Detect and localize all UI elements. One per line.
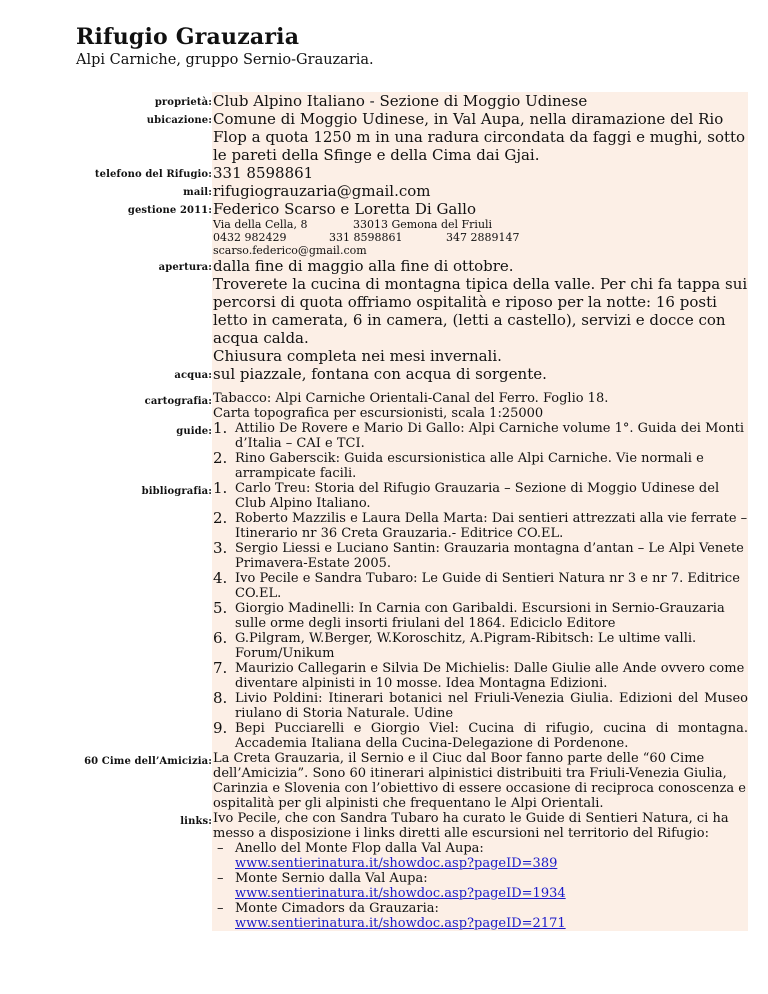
value-apertura — [212, 257, 748, 365]
row-acqua — [76, 365, 748, 383]
value-links — [212, 811, 748, 931]
row-cime — [76, 751, 748, 811]
label-cime: 60 Cime dell’Amicizia: — [84, 756, 212, 767]
list-item: Roberto Mazzilis e Laura Della Marta: Dai sentieri attrezzati alla vie ferrate – Itinerario nr 36 Creta Grauzaria.- Editrice CO.EL. — [235, 511, 748, 541]
list-item — [213, 901, 748, 931]
label-links: links: — [180, 816, 212, 827]
label-bibliografia: bibliografia: — [141, 486, 212, 497]
row-cartografia — [76, 391, 748, 421]
link-url[interactable]: www.sentierinatura.it/showdoc.asp?pageID=2171 — [235, 916, 566, 931]
label-apertura: apertura: — [158, 262, 212, 273]
label-gestione: gestione 2011: — [127, 205, 212, 216]
row-links — [76, 811, 748, 931]
label-guide: guide: — [176, 426, 212, 437]
label-mail: mail: — [183, 187, 212, 198]
page-title: Rifugio Grauzaria — [76, 24, 300, 50]
info-table — [76, 92, 748, 931]
row-spacer — [76, 383, 748, 391]
link-url[interactable]: www.sentierinatura.it/showdoc.asp?pageID=389 — [235, 856, 558, 871]
value-guide — [212, 421, 748, 481]
links-list — [213, 841, 748, 931]
list-item: Maurizio Callegarin e Silvia De Michielis: Dalle Giulie alle Ande ovvero come diventare alpinisti in 10 mosse. Idea Montagna Edizioni. — [235, 661, 745, 691]
list-item: Carlo Treu: Storia del Rifugio Grauzaria – Sezione di Moggio Udinese del Club Alpino Italiano. — [235, 481, 720, 511]
bibliografia-list — [213, 481, 748, 751]
list-item: G.Pilgram, W.Berger, W.Koroschitz, A.Pigram-Ribitsch: Le ultime valli. Forum/Unikum — [235, 631, 697, 661]
link-title: – Monte Cimadors da Grauzaria: — [235, 901, 439, 916]
link-title: – Monte Sernio dalla Val Aupa: — [235, 871, 428, 886]
gestione-phone-1: 0432 982429 — [213, 231, 287, 244]
gestione-phone-2: 331 8598861 — [329, 231, 403, 244]
gestione-phone-3: 347 2889147 — [446, 231, 520, 244]
gestione-street: Via della Cella, 8 — [213, 218, 308, 231]
row-telefono — [76, 164, 748, 182]
link-title: – Anello del Monte Flop dalla Val Aupa: — [235, 841, 484, 856]
gestione-names: Federico Scarso e Loretta Di Gallo — [213, 200, 476, 218]
links-intro: Ivo Pecile, che con Sandra Tubaro ha curato le Guide di Sentieri Natura, ci ha messo a disposizione i links diretti alle escursioni nel territorio del Rifugio: — [213, 811, 729, 841]
row-apertura — [76, 257, 748, 365]
list-item: Giorgio Madinelli: In Carnia con Garibaldi. Escursioni in Sernio-Grauzaria sulle orme degli insorti friulani del 1864. Ediciclo Editore — [235, 601, 725, 631]
page-subtitle: Alpi Carniche, gruppo Sernio-Grauzaria. — [76, 52, 374, 68]
row-proprieta — [76, 92, 748, 110]
value-bibliografia — [212, 481, 748, 751]
value-cime: La Creta Grauzaria, il Sernio e il Ciuc dal Boor fanno parte delle “60 Cime dell’Amicizia”. Sono 60 itinerari alpinistici distribuiti tra Friuli-Venezia Giulia, Carinzia e Slovenia con l’obiettivo di essere occasione di reciproca conoscenza e ospitalità per gli alpinisti che frequentano le Alpi Orientali. — [212, 751, 748, 811]
gestione-address-line — [213, 218, 748, 231]
list-item: Bepi Pucciarelli e Giorgio Viel: Cucina di rifugio, cucina di montagna. Accademia Italiana della Cucina-Delegazione di Pordenone. — [235, 721, 748, 751]
row-bibliografia — [76, 481, 748, 751]
value-acqua: sul piazzale, fontana con acqua di sorgente. — [212, 365, 748, 383]
list-item — [213, 841, 748, 871]
label-proprieta: proprietà: — [154, 97, 212, 108]
value-proprieta: Club Alpino Italiano - Sezione di Moggio Udinese — [212, 92, 748, 110]
row-mail — [76, 182, 748, 200]
gestione-email: scarso.federico@gmail.com — [213, 244, 367, 257]
label-ubicazione: ubicazione: — [146, 115, 212, 126]
cartografia-line-2: Carta topografica per escursionisti, scala 1:25000 — [213, 406, 544, 421]
label-cartografia: cartografia: — [144, 396, 212, 407]
guide-list — [213, 421, 748, 481]
gestione-phones-line — [213, 231, 748, 244]
list-item: Ivo Pecile e Sandra Tubaro: Le Guide di Sentieri Natura nr 3 e nr 7. Editrice CO.EL. — [235, 571, 740, 601]
list-item: Rino Gaberscik: Guida escursionistica alle Alpi Carniche. Vie normali e arrampicate facili. — [235, 451, 704, 481]
link-url[interactable]: www.sentierinatura.it/showdoc.asp?pageID=1934 — [235, 886, 566, 901]
value-telefono: 331 8598861 — [212, 164, 748, 182]
list-item: Livio Poldini: Itinerari botanici nel Friuli-Venezia Giulia. Edizioni del Museo riulano di Storia Naturale. Udine — [235, 691, 748, 721]
apertura-description: Troverete la cucina di montagna tipica della valle. Per chi fa tappa sui percorsi di quota offriamo ospitalità e riposo per la notte: 16 posti letto in camerata, 6 in camera, (letti a castello), servizi e docce con acqua calda. — [213, 275, 748, 347]
label-acqua: acqua: — [174, 370, 212, 381]
spacer-label — [76, 383, 212, 388]
spacer-value — [212, 383, 748, 391]
list-item: Sergio Liessi e Luciano Santin: Grauzaria montagna d’antan – Le Alpi Venete Primavera-Estate 2005. — [235, 541, 744, 571]
row-ubicazione — [76, 110, 748, 164]
value-mail: rifugiograuzaria@gmail.com — [212, 182, 748, 200]
cartografia-line-1: Tabacco: Alpi Carniche Orientali-Canal del Ferro. Foglio 18. — [213, 391, 609, 406]
list-item: Attilio De Rovere e Mario Di Gallo: Alpi Carniche volume 1°. Guida dei Monti d’Italia – CAI e TCI. — [235, 421, 744, 451]
value-cartografia — [212, 391, 748, 421]
row-guide — [76, 421, 748, 481]
label-telefono: telefono del Rifugio: — [94, 169, 212, 180]
value-ubicazione: Comune di Moggio Udinese, in Val Aupa, nella diramazione del Rio Flop a quota 1250 m in una radura circondata da faggi e mughi, sotto le pareti della Sfinge e della Cima dai Gjai. — [212, 110, 748, 164]
row-gestione — [76, 200, 748, 257]
list-item — [213, 871, 748, 901]
apertura-closing: Chiusura completa nei mesi invernali. — [213, 347, 502, 365]
value-gestione — [212, 200, 748, 257]
gestione-city: 33013 Gemona del Friuli — [353, 218, 493, 231]
apertura-period: dalla fine di maggio alla fine di ottobre. — [213, 257, 514, 275]
